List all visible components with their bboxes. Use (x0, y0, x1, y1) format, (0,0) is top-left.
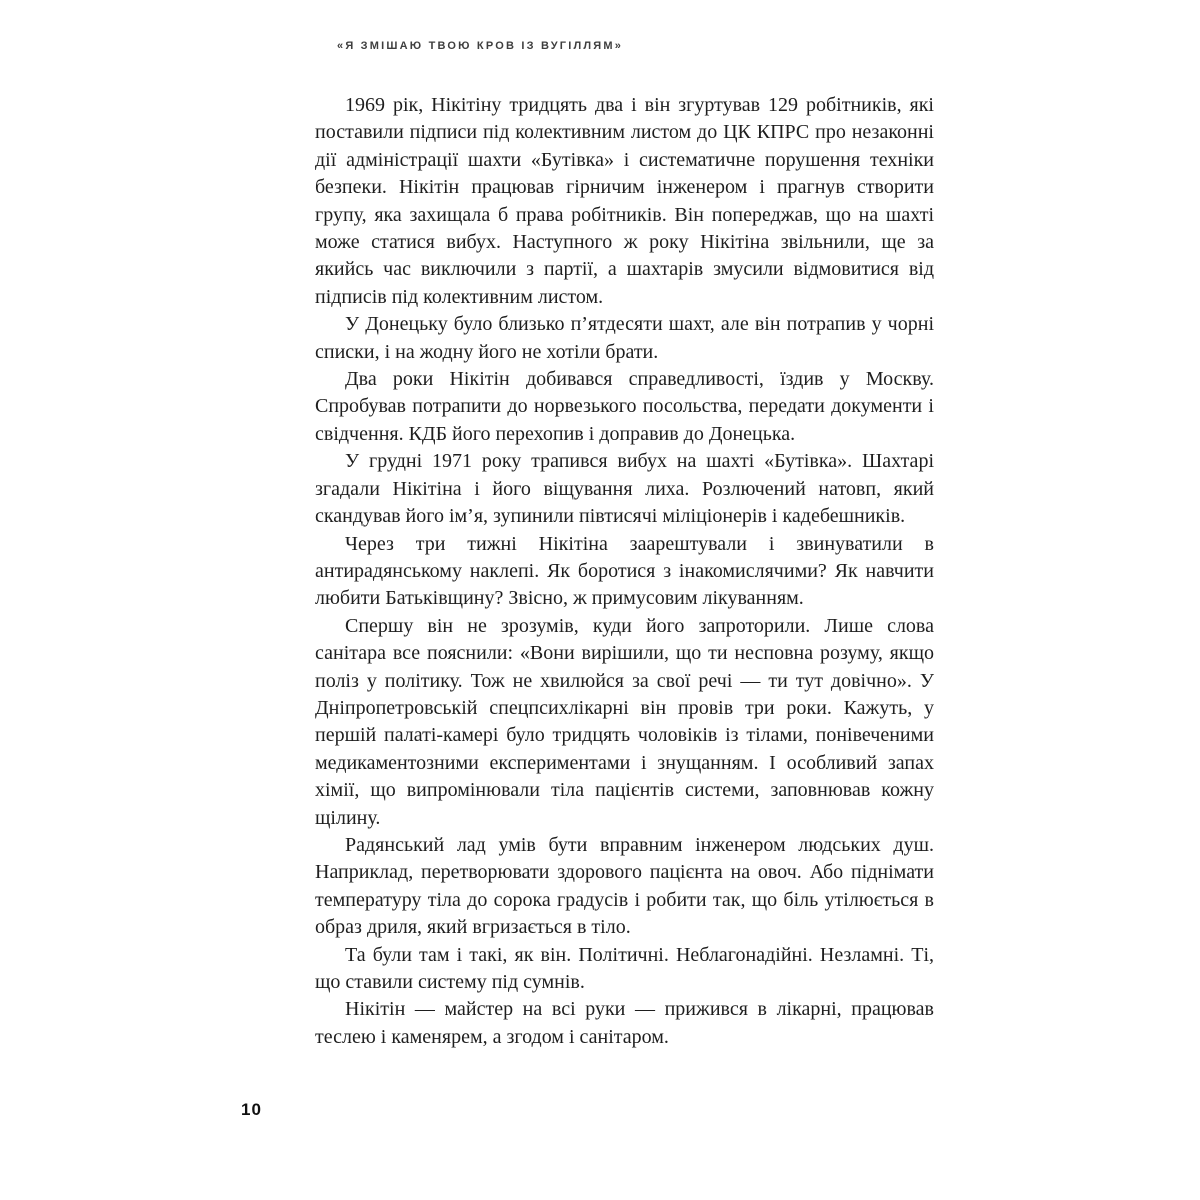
page-text-block (315, 92, 934, 1051)
paragraph: У грудні 1971 року трапився вибух на шахті «Бутівка». Шахтарі згадали Нікітіна і його віщування лиха. Розлючений натовп, який скандував його ім’я, зупинили півтисячі міліціонерів і кадебешників. (315, 450, 934, 528)
paragraph: Спершу він не зрозумів, куди його запроторили. Лише слова санітара все пояснили: «Вони вирішили, що ти несповна розуму, якщо поліз у політику. Тож не хвилюйся за свої речі — ти тут довічно». У Дніпропетровській спецпсихлікарні він провів три роки. Кажуть, у першій палаті-камері було тридцять чоловіків із тілами, понівеченими медикаментозними експериментами і знущанням. І особливий запах хімії, що випромінювали тіла пацієнтів системи, заповнював кожну щілину. (315, 614, 934, 829)
page-number: 10 (241, 1100, 262, 1119)
running-header (337, 40, 623, 52)
paragraph: Нікітін — майстер на всі руки — прижився в лікарні, працював теслею і каменярем, а згодом і санітаром. (315, 998, 934, 1048)
paragraph: Та були там і такі, як він. Політичні. Неблагонадійні. Незламні. Ті, що ставили систему під сумнів. (315, 943, 934, 993)
paragraph: Через три тижні Нікітіна заарештували і звинуватили в антирадянському наклепі. Як боротися з інакомислячими? Як навчити любити Батьківщину? Звісно, ж примусовим лікуванням. (315, 532, 934, 610)
paragraph: 1969 рік, Нікітіну тридцять два і він згуртував 129 робітників, які поставили підписи під колективним листом до ЦК КПРС про незаконні дії адміністрації шахти «Бутівка» і систематичне порушення техніки безпеки. Нікітін працював гірничим інженером і прагнув створити групу, яка захищала б права робітників. Він попереджав, що на шахті може статися вибух. Наступного ж року Нікітіна звільнили, ще за якийсь час виключили з партії, а шахтарів змусили відмовитися від підписів під колективним листом. (315, 94, 934, 308)
running-title: «Я ЗМІШАЮ ТВОЮ КРОВ ІЗ ВУГІЛЛЯМ» (337, 40, 624, 52)
paragraph: Радянський лад умів бути вправним інженером людських душ. Наприклад, перетворювати здорового пацієнта на овоч. Або піднімати температуру тіла до сорока градусів і робити так, що біль утілюється в образ дриля, який вгризається в тіло. (315, 833, 934, 939)
paragraph: Два роки Нікітін добивався справедливості, їздив у Москву. Спробував потрапити до норвезького посольства, передати документи і свідчення. КДБ його перехопив і доправив до Донецька. (315, 368, 934, 445)
paragraph: У Донецьку було близько п’ятдесяти шахт, але він потрапив у чорні списки, і на жодну його не хотіли брати. (315, 313, 934, 363)
